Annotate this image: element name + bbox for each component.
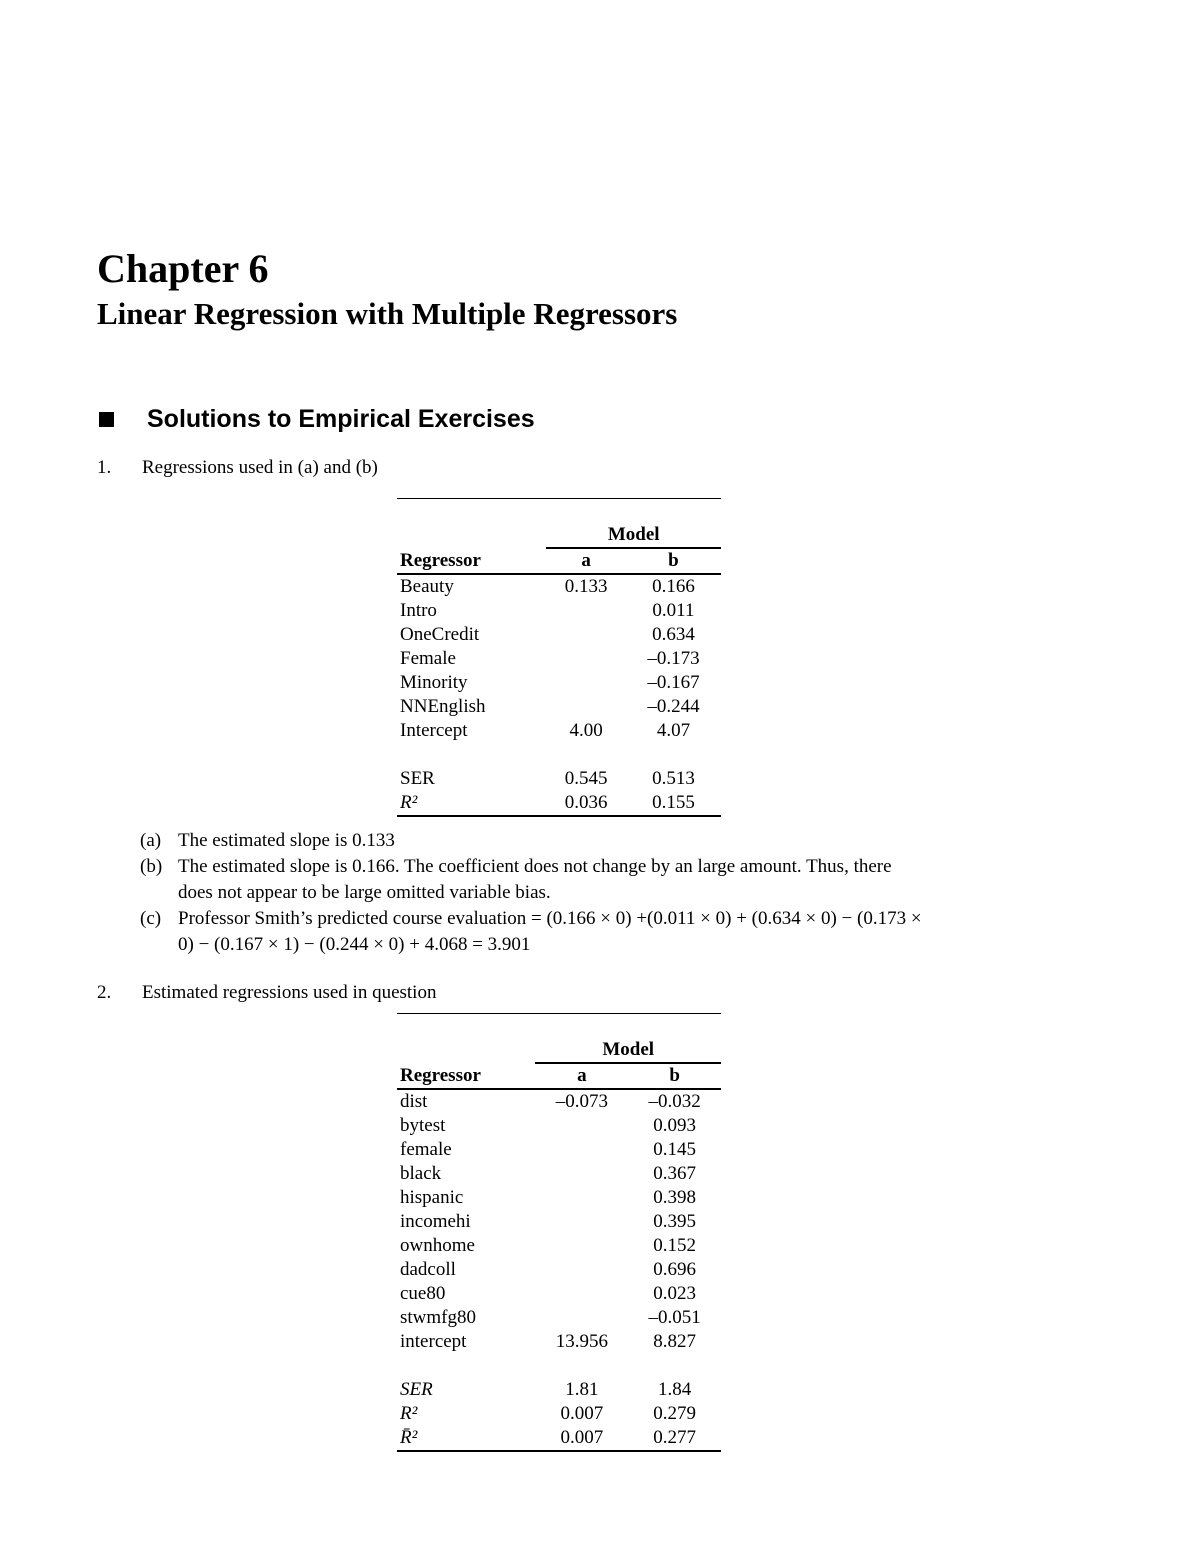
regressor-name: Beauty (400, 576, 454, 597)
table-row (397, 647, 721, 671)
coef-b: 0.155 (626, 791, 721, 816)
coef-a (546, 623, 626, 647)
table-row (397, 623, 721, 647)
regressor-name: female (400, 1139, 452, 1160)
table-row (397, 1162, 721, 1186)
section-title: Solutions to Empirical Exercises (147, 405, 535, 433)
coef-a: 1.81 (565, 1379, 599, 1400)
table-row (397, 695, 721, 719)
regressor-name: ownhome (400, 1235, 475, 1256)
table-row (397, 767, 721, 791)
answer-item (140, 906, 922, 958)
coef-a (535, 1234, 628, 1258)
answer-line: The estimated slope is 0.166. The coefficient does not change by an large amount. Thus, there (178, 856, 892, 877)
regressor-name: dadcoll (400, 1259, 456, 1280)
regressor-name: R² (400, 1403, 418, 1424)
regression-table-2 (397, 1013, 721, 1452)
coef-a: –0.073 (555, 1091, 608, 1112)
coef-b: –0.051 (648, 1307, 701, 1328)
coef-b: 8.827 (653, 1331, 696, 1352)
coef-a: 0.007 (560, 1403, 604, 1424)
coef-b: 0.277 (628, 1426, 721, 1451)
regressor-header: Regressor (397, 548, 546, 574)
regressor-name: intercept (400, 1331, 467, 1352)
table-row (397, 671, 721, 695)
coef-b: 1.84 (657, 1379, 692, 1400)
coef-b: 0.696 (653, 1259, 696, 1280)
regressor-name: SER (400, 1379, 433, 1400)
regressor-name: Female (400, 648, 456, 669)
coef-a (535, 1186, 628, 1210)
regressor-name: R² (397, 791, 546, 816)
coef-a (535, 1282, 628, 1306)
regressor-name: OneCredit (400, 624, 480, 645)
regressor-name: Intercept (400, 720, 468, 741)
coef-b: 0.023 (653, 1283, 696, 1304)
regressor-name: hispanic (400, 1187, 464, 1208)
regressor-name: NNEnglish (400, 696, 486, 717)
coef-b: 0.513 (652, 768, 695, 789)
question-number: 2. (97, 982, 112, 1003)
regressor-name: incomehi (400, 1211, 471, 1232)
col-header-b: b (628, 1063, 721, 1089)
question-2 (97, 981, 697, 1005)
table-row (397, 1402, 721, 1426)
regressor-name: Minority (400, 672, 468, 693)
coef-b: –0.167 (647, 672, 700, 693)
table-row (397, 1330, 721, 1354)
question-text: Regressions used in (a) and (b) (142, 457, 378, 478)
regressor-name: black (400, 1163, 442, 1184)
table-row (397, 791, 721, 816)
coef-a (546, 695, 626, 719)
regressor-header: Regressor (397, 1063, 535, 1089)
coef-a (535, 1258, 628, 1282)
coef-a (535, 1114, 628, 1138)
answer-line: The estimated slope is 0.133 (178, 830, 395, 851)
regressor-name: dist (400, 1091, 428, 1112)
coef-a: 4.00 (569, 720, 603, 741)
coef-a: 0.007 (535, 1426, 628, 1451)
coef-b: 4.07 (656, 720, 691, 741)
table-row (397, 1426, 721, 1451)
coef-b: 0.011 (652, 600, 695, 621)
coef-a (535, 1138, 628, 1162)
table-row (397, 1186, 721, 1210)
table-row (397, 1378, 721, 1402)
table-row (397, 1114, 721, 1138)
coef-b: –0.173 (647, 648, 700, 669)
table-row (397, 599, 721, 623)
coef-b: 0.152 (653, 1235, 696, 1256)
answer-label: (b) (140, 856, 163, 877)
coef-b: 0.398 (653, 1187, 696, 1208)
question-text: Estimated regressions used in question (142, 982, 437, 1003)
coef-a (546, 647, 626, 671)
coef-b: 0.166 (652, 576, 695, 597)
table-row (397, 1282, 721, 1306)
coef-a: 0.133 (564, 576, 608, 597)
answer-line: 0) − (0.167 × 1) − (0.244 × 0) + 4.068 = 3.901 (178, 934, 531, 955)
coef-a (546, 599, 626, 623)
col-header-a: a (535, 1063, 628, 1089)
coef-a (535, 1162, 628, 1186)
coef-b: 0.367 (653, 1163, 696, 1184)
coef-a: 0.545 (564, 768, 608, 789)
chapter-subtitle: Linear Regression with Multiple Regressors (97, 296, 678, 331)
square-bullet-icon (99, 412, 114, 427)
answer-item (140, 828, 922, 854)
coef-a (535, 1210, 628, 1234)
regressor-name: R̄² (397, 1426, 535, 1451)
coef-a (546, 671, 626, 695)
table-row (397, 1258, 721, 1282)
regressor-name: bytest (400, 1115, 446, 1136)
answer-line: Professor Smith’s predicted course evaluation = (0.166 × 0) +(0.011 × 0) + (0.634 × 0) − (0.173 × (178, 908, 922, 929)
model-header: Model (535, 1038, 721, 1063)
answer-label: (c) (140, 908, 162, 929)
coef-b: 0.093 (653, 1115, 696, 1136)
coef-b: 0.395 (653, 1211, 696, 1232)
table-row (397, 574, 721, 599)
chapter-heading: Chapter 6 (97, 246, 269, 291)
coef-b: –0.032 (648, 1091, 701, 1112)
coef-a: 13.956 (555, 1331, 608, 1352)
section-heading (97, 403, 535, 435)
coef-a (535, 1306, 628, 1330)
table-row (397, 1306, 721, 1330)
coef-a: 0.036 (546, 791, 626, 816)
coef-b: –0.244 (647, 696, 700, 717)
col-header-a: a (546, 548, 626, 574)
model-header: Model (546, 523, 721, 548)
regressor-name: stwmfg80 (400, 1307, 476, 1328)
question-number: 1. (97, 457, 112, 478)
table-row (397, 1210, 721, 1234)
table-row (397, 1138, 721, 1162)
table-row (397, 1089, 721, 1114)
answers-1 (140, 828, 922, 958)
coef-b: 0.634 (652, 624, 695, 645)
regressor-name: SER (400, 768, 435, 789)
regressor-name: Intro (400, 600, 437, 621)
table-row (397, 719, 721, 743)
table-row (397, 1234, 721, 1258)
regressor-name: cue80 (400, 1283, 446, 1304)
coef-b: 0.279 (653, 1403, 696, 1424)
question-1 (97, 456, 697, 480)
answer-line: does not appear to be large omitted variable bias. (178, 882, 551, 903)
regression-table-1 (397, 498, 721, 817)
answer-label: (a) (140, 830, 162, 851)
col-header-b: b (626, 548, 721, 574)
coef-b: 0.145 (653, 1139, 696, 1160)
answer-item (140, 854, 922, 906)
